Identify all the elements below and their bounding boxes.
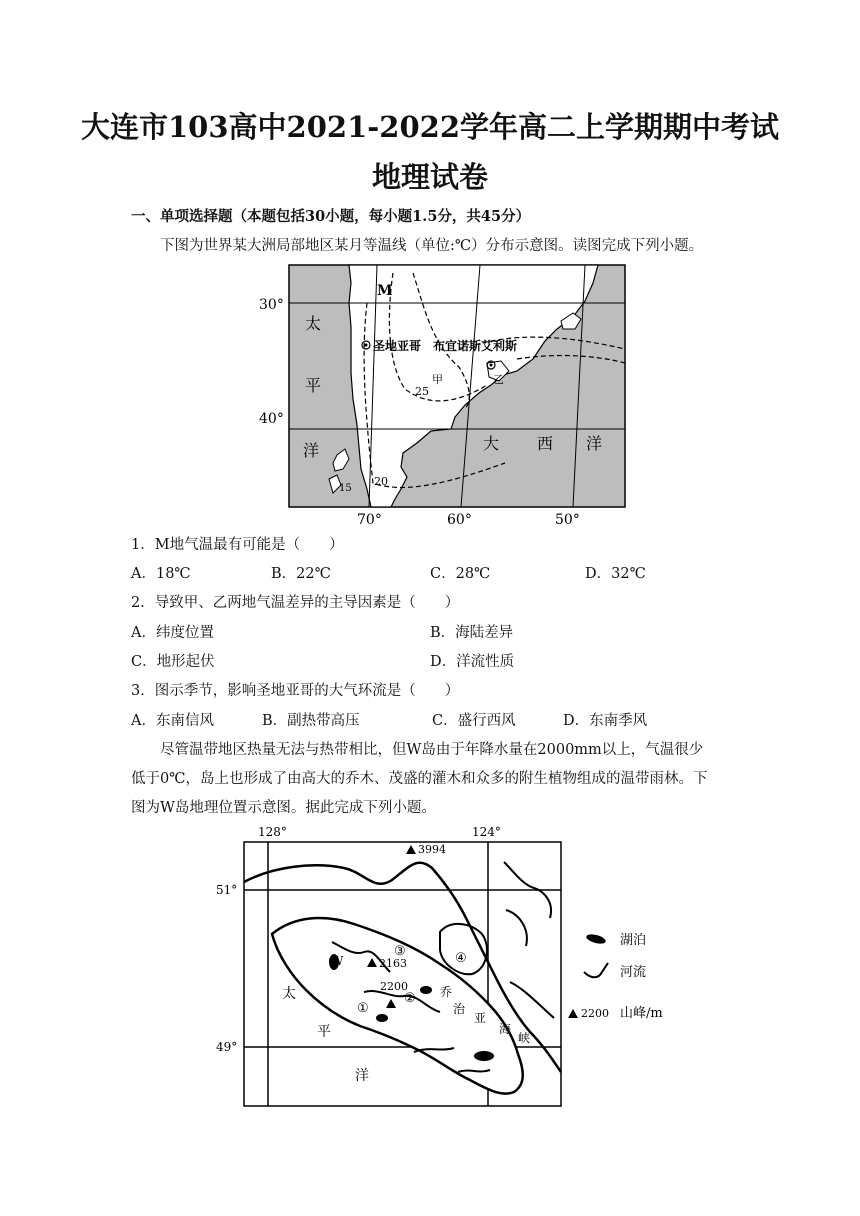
- strait-label-ya: 亚: [474, 1011, 487, 1025]
- question-3-option-a[interactable]: A．东南信风: [131, 713, 214, 729]
- question-2-stem: 2．导致甲、乙两地气温差异的主导因素是（ ）: [131, 595, 460, 611]
- marker-4-label: ④: [455, 951, 467, 966]
- question-intro-1: 下图为世界某大洲局部地区某月等温线（单位:℃）分布示意图。读图完成下列小题。: [160, 238, 704, 254]
- question-2-option-b[interactable]: B．海陆差异: [430, 625, 514, 641]
- peak-2200-label: 2200: [380, 980, 408, 993]
- lon-70-label: 70°: [357, 512, 382, 528]
- question-2-option-c[interactable]: C．地形起伏: [131, 654, 215, 670]
- question-1-option-d[interactable]: D．32℃: [585, 566, 646, 582]
- peak-2163-label: 2163: [379, 957, 407, 970]
- marker-2-label: ②: [404, 991, 416, 1006]
- question-intro-2-line-2: 低于0℃，岛上也形成了由高大的乔木、茂盛的灌木和众多的附生植物组成的温带雨林。下: [131, 771, 708, 787]
- w-island-map: [214, 822, 694, 1112]
- lon-124-label: 124°: [472, 825, 501, 839]
- question-2-option-a[interactable]: A．纬度位置: [131, 625, 214, 641]
- buenos-aires-label: 布宜诺斯艾利斯: [433, 339, 518, 353]
- question-intro-2-line-3: 图为W岛地理位置示意图。据此完成下列小题。: [131, 800, 436, 816]
- document-subtitle: 地理试卷: [371, 160, 488, 194]
- ocean-label-xi: 西: [537, 434, 554, 453]
- ocean-label-da: 大: [483, 434, 500, 453]
- question-3-option-c[interactable]: C．盛行西风: [432, 713, 516, 729]
- strait-label-xia: 峡: [518, 1031, 531, 1045]
- point-yi-label: 乙: [493, 373, 504, 386]
- lon-128-label: 128°: [258, 825, 287, 839]
- lat-49-label: 49°: [216, 1040, 238, 1054]
- isotherm-map: [255, 263, 635, 528]
- strait-label-hai: 海: [499, 1022, 512, 1036]
- isotherm-15-label: 15: [339, 483, 352, 494]
- point-jia-label: 甲: [432, 373, 443, 386]
- ocean-label-ping: 平: [317, 1024, 331, 1040]
- peak-3994-label: 3994: [418, 843, 446, 856]
- island-w-label: W: [331, 954, 344, 968]
- question-1-option-c[interactable]: C．28℃: [430, 566, 491, 582]
- question-intro-2-line-1: 尽管温带地区热量无法与热带相比，但W岛由于年降水量在2000mm以上，气温很少: [160, 742, 704, 758]
- document-title: 大连市103高中2021-2022学年高二上学期期中考试: [81, 110, 779, 144]
- legend-river-label: 河流: [620, 965, 647, 980]
- lon-50-label: 50°: [555, 512, 580, 528]
- section-heading: 一、单项选择题（本题包括30小题，每小题1.5分，共45分）: [131, 208, 531, 225]
- question-3-stem: 3．图示季节，影响圣地亚哥的大气环流是（ ）: [131, 683, 460, 699]
- question-1-stem: 1．M地气温最有可能是（ ）: [131, 537, 344, 553]
- question-2-option-d[interactable]: D．洋流性质: [430, 654, 515, 670]
- isotherm-20-label: 20: [374, 475, 388, 488]
- lat-40-label: 40°: [259, 411, 284, 427]
- legend-peak-value: 2200: [581, 1007, 609, 1020]
- ocean-label-tai: 太: [305, 314, 322, 333]
- ocean-label-yang2: 洋: [586, 434, 603, 453]
- legend-peak-label: 山峰/m: [620, 1006, 663, 1021]
- lat-51-label: 51°: [216, 883, 238, 897]
- lat-30-label: 30°: [259, 297, 284, 313]
- question-1-option-b[interactable]: B．22℃: [271, 566, 331, 582]
- strait-label-qiao: 乔: [440, 985, 453, 999]
- question-3-option-d[interactable]: D．东南季风: [563, 713, 648, 729]
- santiago-label: 圣地亚哥: [373, 339, 422, 353]
- lon-60-label: 60°: [447, 512, 472, 528]
- ocean-label-yang: 洋: [355, 1068, 369, 1084]
- marker-1-label: ①: [357, 1001, 369, 1016]
- legend-lake-label: 湖泊: [620, 933, 647, 948]
- ocean-label-tai: 太: [282, 986, 296, 1002]
- marker-3-label: ③: [394, 944, 406, 959]
- strait-label-zhi: 治: [453, 1002, 466, 1016]
- question-1-option-a[interactable]: A．18℃: [131, 566, 191, 582]
- ocean-label-yang: 洋: [303, 441, 320, 460]
- point-m-label: M: [377, 283, 393, 299]
- ocean-label-ping: 平: [305, 376, 322, 395]
- isotherm-25-label: 25: [415, 385, 429, 398]
- question-3-option-b[interactable]: B．副热带高压: [262, 713, 360, 729]
